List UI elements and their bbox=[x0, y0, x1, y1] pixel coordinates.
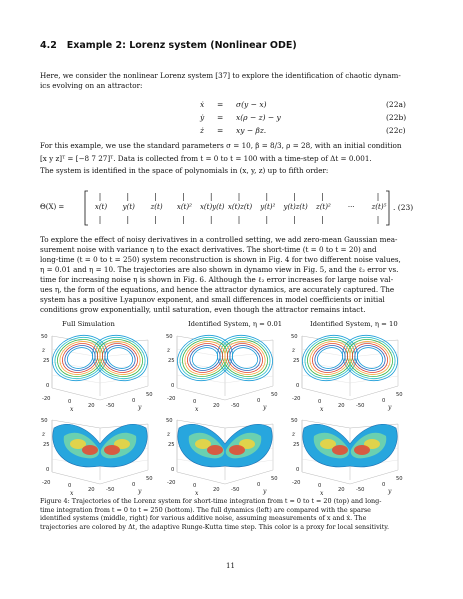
tick-label: -50 bbox=[106, 487, 115, 493]
column-title: Identified System, η = 10 bbox=[310, 320, 398, 328]
eq-rhs: x(ρ − z) − y bbox=[236, 113, 281, 122]
tick-label: 0 bbox=[68, 399, 72, 405]
attractor-hotspot bbox=[229, 445, 245, 455]
trajectory-loop bbox=[87, 330, 154, 388]
tick-label: 0 bbox=[257, 398, 261, 404]
axis-label: z bbox=[292, 431, 296, 438]
section-heading bbox=[40, 40, 297, 51]
column-title: Full Simulation bbox=[62, 320, 115, 328]
tick-label: 50 bbox=[396, 476, 403, 482]
tick-label: 20 bbox=[338, 487, 345, 493]
trajectory-loop bbox=[172, 330, 239, 388]
eq-number: (22c) bbox=[386, 126, 406, 135]
short-time-attractor-plot bbox=[290, 330, 412, 414]
tick-label: 50 bbox=[271, 476, 278, 482]
eq-number: (22a) bbox=[386, 100, 406, 109]
tick-label: 50 bbox=[41, 418, 48, 424]
attractor-hotspot bbox=[354, 445, 370, 455]
caption-line: time integration from t = 0 to t = 250 (bottom). The full dynamics (left) are compared with the sparse bbox=[40, 505, 371, 514]
tick-label: -20 bbox=[42, 396, 51, 402]
text-line: To explore the effect of noisy derivatives in a controlled setting, we add zero-mean Gaussian mea- bbox=[40, 235, 398, 244]
text-line: [x y z]ᵀ = [−8 7 27]ᵀ. Data is collected from t = 0 to t = 100 with a time-step of Δt = 0.001. bbox=[40, 153, 372, 163]
caption-line: identified systems (middle, right) for various additive noise, assuming measurements of x and ẋ. The bbox=[40, 514, 367, 523]
theta-lhs: Θ(X) = bbox=[40, 203, 65, 211]
matrix-column-label: x(t)z(t) bbox=[227, 203, 253, 211]
trajectory-loop bbox=[47, 330, 114, 388]
text-line: The system is identified in the space of polynomials in (x, y, z) up to fifth order: bbox=[40, 166, 329, 175]
eq-rhs: xy − βz. bbox=[236, 126, 267, 135]
grid-line bbox=[225, 376, 273, 383]
grid-line bbox=[100, 376, 148, 383]
matrix-column-label: x(t)² bbox=[176, 203, 192, 211]
tick-label: 25 bbox=[43, 442, 50, 448]
text-line: surement noise with variance η to the exact derivatives. The short-time (t = 0 to t = 20) and bbox=[40, 245, 377, 254]
matrix-column-label: ··· bbox=[347, 203, 355, 211]
axis-label: z bbox=[167, 431, 171, 438]
theta-equation bbox=[40, 188, 440, 228]
intro-paragraph bbox=[40, 71, 401, 91]
eq-number: . (23) bbox=[393, 203, 414, 212]
tick-label: 0 bbox=[171, 383, 175, 389]
tick-label: 20 bbox=[213, 487, 220, 493]
axis-label: z bbox=[292, 347, 296, 354]
attractor-hotspot bbox=[82, 445, 98, 455]
short-time-attractor-plot bbox=[40, 330, 162, 414]
grid-line bbox=[350, 376, 398, 383]
eq-lhs: ż bbox=[200, 126, 204, 135]
tick-label: 0 bbox=[171, 467, 175, 473]
eq-equals: = bbox=[217, 100, 224, 109]
matrix-column-label: x(t) bbox=[94, 203, 108, 211]
tick-label: -20 bbox=[42, 480, 51, 486]
tick-label: -20 bbox=[292, 480, 301, 486]
axis-label: y bbox=[263, 404, 267, 411]
eq-equals: = bbox=[217, 113, 224, 122]
tick-label: 0 bbox=[132, 398, 136, 404]
tick-label: 0 bbox=[68, 483, 72, 489]
attractor-hotspot bbox=[332, 445, 348, 455]
tick-label: 0 bbox=[257, 482, 261, 488]
text-line: conditions grow exponentially, until saturation, even though the attractor remains intact. bbox=[40, 305, 366, 314]
text-line: For this example, we use the standard parameters σ = 10, β = 8/3, ρ = 28, with an initial condition bbox=[40, 141, 402, 150]
tick-label: -50 bbox=[106, 403, 115, 409]
caption-line: trajectories are colored by Δt, the adaptive Runge-Kutta time step. This color is a proxy for local sensitivity. bbox=[40, 522, 390, 531]
tick-label: 50 bbox=[271, 392, 278, 398]
matrix-column-label: y(t)² bbox=[260, 203, 276, 211]
noise-paragraph bbox=[40, 235, 401, 315]
tick-label: 20 bbox=[338, 403, 345, 409]
text-line: η = 0.01 and η = 10. The trajectories are also shown in dynamo view in Fig. 5, and the ℓ₂ error vs. bbox=[40, 265, 399, 274]
tick-label: 0 bbox=[318, 483, 322, 489]
tick-label: -50 bbox=[356, 403, 365, 409]
axis-label: x bbox=[70, 406, 74, 413]
long-time-attractor-plot bbox=[165, 414, 287, 498]
axis-label: y bbox=[388, 404, 392, 411]
axis-label: x bbox=[195, 490, 199, 497]
tick-label: 25 bbox=[43, 358, 50, 364]
short-time-attractor-plot bbox=[165, 330, 287, 414]
axis-label: x bbox=[70, 490, 74, 497]
eq-number: (22b) bbox=[386, 113, 407, 122]
trajectory-loop bbox=[337, 330, 404, 388]
tick-label: 50 bbox=[166, 418, 173, 424]
tick-label: -20 bbox=[167, 480, 176, 486]
tick-label: 0 bbox=[296, 467, 300, 473]
attractor-hotspot bbox=[207, 445, 223, 455]
tick-label: 0 bbox=[46, 467, 50, 473]
tick-label: 0 bbox=[382, 482, 386, 488]
axis-label: z bbox=[167, 347, 171, 354]
tick-label: 20 bbox=[88, 403, 95, 409]
tick-label: 50 bbox=[41, 334, 48, 340]
tick-label: 0 bbox=[296, 383, 300, 389]
axis-label: y bbox=[263, 488, 267, 495]
trajectory-loop bbox=[212, 330, 279, 388]
matrix-column-label: y(t)z(t) bbox=[283, 203, 308, 211]
tick-label: 25 bbox=[168, 442, 175, 448]
tick-label: 0 bbox=[193, 483, 197, 489]
tick-label: 25 bbox=[293, 358, 300, 364]
axis-label: y bbox=[138, 488, 142, 495]
matrix-column-label: z(t) bbox=[150, 203, 163, 211]
tick-label: 50 bbox=[146, 476, 153, 482]
attractor-hotspot bbox=[104, 445, 120, 455]
tick-label: 0 bbox=[46, 383, 50, 389]
eq-rhs: σ(y − x) bbox=[236, 100, 267, 109]
axis-label: x bbox=[195, 406, 199, 413]
text-line: Here, we consider the nonlinear Lorenz system [37] to explore the identification of chaotic dynam- bbox=[40, 71, 401, 80]
tick-label: -50 bbox=[231, 403, 240, 409]
tick-label: 25 bbox=[168, 358, 175, 364]
tick-label: 0 bbox=[382, 398, 386, 404]
tick-label: 50 bbox=[146, 392, 153, 398]
text-line: long-time (t = 0 to t = 250) system reconstruction is shown in Fig. 4 for two different noise values, bbox=[40, 255, 401, 264]
long-time-attractor-plot bbox=[290, 414, 412, 498]
axis-label: x bbox=[320, 406, 324, 413]
tick-label: 0 bbox=[132, 482, 136, 488]
page-number: 11 bbox=[226, 562, 235, 570]
text-line: system has a positive Lyapunov exponent, and small differences in model coefficients or initial bbox=[40, 295, 385, 304]
tick-label: 0 bbox=[193, 399, 197, 405]
tick-label: 50 bbox=[291, 334, 298, 340]
figure-4 bbox=[40, 316, 430, 496]
tick-label: 50 bbox=[291, 418, 298, 424]
eq-lhs: ẏ bbox=[200, 113, 205, 122]
axis-label: y bbox=[138, 404, 142, 411]
text-line: ues η, the form of the equations, and hence the attractor dynamics, are accurately captured. The bbox=[40, 285, 395, 294]
matrix-column-label: x(t)y(t) bbox=[199, 203, 225, 211]
column-title: Identified System, η = 0.01 bbox=[188, 320, 283, 328]
eq-lhs: ẋ bbox=[200, 100, 205, 109]
tick-label: 50 bbox=[396, 392, 403, 398]
axis-label: x bbox=[320, 490, 324, 497]
parameters-paragraph bbox=[40, 140, 401, 178]
tick-label: -20 bbox=[292, 396, 301, 402]
figure-caption bbox=[40, 497, 389, 531]
text-line: time for increasing noise η is shown in Fig. 6. Although the ℓ₂ error increases for large noise val- bbox=[40, 275, 394, 284]
axis-label: z bbox=[42, 347, 46, 354]
section-title: Example 2: Lorenz system (Nonlinear ODE) bbox=[66, 40, 297, 51]
tick-label: 20 bbox=[213, 403, 220, 409]
text-line: ics evolving on an attractor: bbox=[40, 81, 143, 90]
tick-label: 20 bbox=[88, 487, 95, 493]
caption-line: Figure 4: Trajectories of the Lorenz system for short-time integration from t = 0 to t = 20 (top) and long- bbox=[40, 497, 382, 505]
tick-label: 25 bbox=[293, 442, 300, 448]
tick-label: -50 bbox=[231, 487, 240, 493]
trajectory-loop bbox=[297, 330, 364, 388]
section-number: 4.2 bbox=[40, 40, 57, 51]
axis-label: y bbox=[388, 488, 392, 495]
eq-equals: = bbox=[217, 126, 224, 135]
matrix-column-label: y(t) bbox=[122, 203, 135, 211]
tick-label: -50 bbox=[356, 487, 365, 493]
long-time-attractor-plot bbox=[40, 414, 162, 498]
axis-label: z bbox=[42, 431, 46, 438]
tick-label: 50 bbox=[166, 334, 173, 340]
tick-label: 0 bbox=[318, 399, 322, 405]
tick-label: -20 bbox=[167, 396, 176, 402]
matrix-column-label: z(t)² bbox=[316, 203, 331, 211]
matrix-column-label: z(t)⁵ bbox=[371, 203, 387, 211]
